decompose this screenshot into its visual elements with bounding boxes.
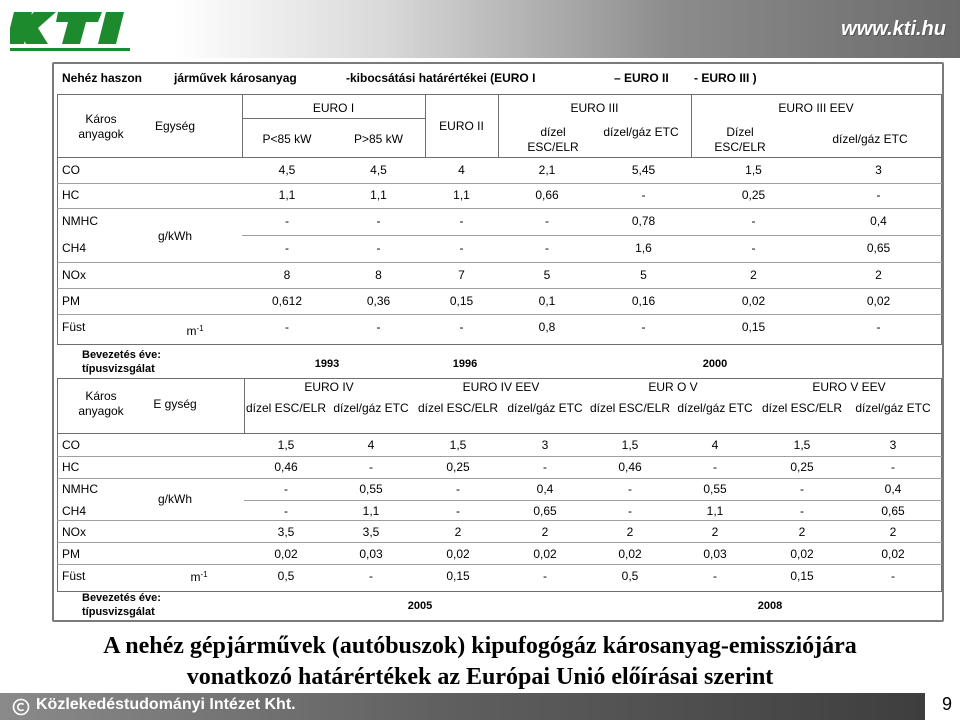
t2-row-name: NOx xyxy=(62,525,86,539)
t2-cell: 0,46 xyxy=(618,460,642,474)
t2-cell: 0,02 xyxy=(790,547,814,561)
t2-cell: 3,5 xyxy=(277,525,295,539)
t1-row-name: PM xyxy=(62,294,80,308)
t2-year-2008: 2008 xyxy=(757,600,783,612)
t1-cell: 5 xyxy=(640,268,647,282)
t2-cell: 0,55 xyxy=(703,482,727,496)
t2-cell: - xyxy=(369,460,373,474)
t2-row-name: Füst xyxy=(62,569,86,583)
t2-cell: - xyxy=(284,482,288,496)
t2-year-2005: 2005 xyxy=(407,600,433,612)
t2-cell: 0,4 xyxy=(884,482,902,496)
t2-cell: - xyxy=(369,569,373,583)
t2-cell: 2 xyxy=(541,525,549,539)
t2-cell: - xyxy=(800,504,804,518)
t2-cell: 2 xyxy=(889,525,897,539)
t2-row-name: PM xyxy=(62,547,80,561)
footer-org: Közlekedéstudományi Intézet Kht. xyxy=(36,696,296,713)
t1-cell: 2,1 xyxy=(538,163,556,177)
t1-cell: - xyxy=(459,320,464,334)
t1-euro3-dieselgas: dízel/gáz ETC xyxy=(603,125,679,139)
table-title-5: - EURO III ) xyxy=(694,71,757,85)
copyright-icon xyxy=(12,698,30,716)
t1-cell: 1,6 xyxy=(635,241,652,255)
page-number: 9 xyxy=(941,694,952,714)
t1-cell: 0,16 xyxy=(631,294,656,308)
t1-cell: 0,612 xyxy=(271,294,303,308)
t2-cell: - xyxy=(543,460,547,474)
t1-euro3eev-header: EURO III EEV xyxy=(778,101,854,115)
t2-cell: 0,5 xyxy=(621,569,639,583)
t2-cell: 0,25 xyxy=(446,460,470,474)
t1-cell: 5,45 xyxy=(631,163,656,177)
t1-cell: 8 xyxy=(283,268,291,282)
t1-cell: 1,1 xyxy=(370,188,387,202)
t2-cell: - xyxy=(891,569,895,583)
t1-cell: 0,15 xyxy=(741,320,766,334)
t1-cell: 3 xyxy=(875,163,882,177)
t1-row-name: CH4 xyxy=(62,241,87,255)
kti-logo xyxy=(10,4,136,52)
t2-row-name: CO xyxy=(62,438,80,452)
t2-cell: 4 xyxy=(367,438,375,452)
t2-cell: 0,65 xyxy=(881,504,905,518)
t1-cell: - xyxy=(285,214,289,228)
t1-cell: 0,36 xyxy=(366,294,391,308)
t2-cell: 0,02 xyxy=(274,547,298,561)
t2-cell: - xyxy=(628,504,632,518)
t2-bevezetes-label: Bevezetés éve: típusvizsgálat xyxy=(82,592,161,618)
t1-bevezetes-label: Bevezetés éve: típusvizsgálat xyxy=(82,349,161,375)
t2-euro4eev-header: EURO IV EEV xyxy=(462,380,540,394)
t1-cell: 0,25 xyxy=(741,188,766,202)
t1-euro3-header: EURO III xyxy=(570,101,619,115)
t1-cell: 1,1 xyxy=(278,188,296,202)
t2-cell: - xyxy=(456,482,460,496)
table-title-1: Nehéz haszon xyxy=(62,71,143,85)
t1-cell: 2 xyxy=(750,268,757,282)
t1-egyseg-header: Egység xyxy=(154,119,196,133)
t1-euro2-header: EURO II xyxy=(439,119,484,133)
t2-cell: 3 xyxy=(541,438,549,452)
t1-cell: 0,8 xyxy=(538,320,556,334)
t1-cell: - xyxy=(751,214,756,228)
t2-cell: 3 xyxy=(889,438,897,452)
t1-cell: 5 xyxy=(543,268,551,282)
t1-cell: 8 xyxy=(375,268,382,282)
t1-p-gt85: P>85 kW xyxy=(353,132,404,146)
t1-cell: 4 xyxy=(458,163,465,177)
t1-cell: - xyxy=(876,188,881,202)
t2-cell: 0,02 xyxy=(881,547,905,561)
t2-cell: - xyxy=(891,460,895,474)
t1-cell: 7 xyxy=(458,268,465,282)
t1-cell: 0,65 xyxy=(866,241,891,255)
t1-cell: - xyxy=(545,241,549,255)
t1-cell: 1,1 xyxy=(453,188,470,202)
t2-cell: 1,1 xyxy=(706,504,724,518)
t1-p-lt85: P<85 kW xyxy=(262,132,312,146)
t1-euro1-header: EURO I xyxy=(312,101,355,115)
t1-cell: - xyxy=(376,320,381,334)
t1-cell: - xyxy=(376,241,381,255)
t1-cell: 0,1 xyxy=(538,294,556,308)
header-bar xyxy=(0,0,960,58)
t1-euro3eev-dieselgas: dízel/gáz ETC xyxy=(832,132,908,146)
t1-year-1996: 1996 xyxy=(452,358,478,370)
t2-cell: 0,03 xyxy=(359,547,383,561)
t1-unit-fust: $m^{-1}$ xyxy=(186,324,204,338)
t1-cell: - xyxy=(545,214,549,228)
t1-row-name: Füst xyxy=(62,320,86,334)
t2-cell: 0,03 xyxy=(703,547,727,561)
t1-cell: 0,66 xyxy=(535,188,559,202)
t2-cell: 0,25 xyxy=(790,460,814,474)
t1-cell: 1,5 xyxy=(745,163,762,177)
t1-euro3-diesel: dízel ESC/ELR xyxy=(527,125,579,154)
t2-sub-diesel: dízel ESC/ELR xyxy=(589,401,671,415)
t2-cell: 2 xyxy=(454,525,462,539)
t2-cell: 2 xyxy=(711,525,719,539)
t2-cell: 0,46 xyxy=(274,460,298,474)
t1-cell: 0,4 xyxy=(870,214,887,228)
t1-cell: - xyxy=(641,320,646,334)
t2-cell: 2 xyxy=(626,525,634,539)
table-title-4: – EURO II xyxy=(614,71,669,85)
t2-cell: - xyxy=(800,482,804,496)
t2-cell: 0,02 xyxy=(446,547,470,561)
t2-cell: - xyxy=(284,504,288,518)
t2-unit: g/kWh xyxy=(157,492,192,506)
t2-cell: 0,15 xyxy=(446,569,470,583)
t2-cell: 0,5 xyxy=(277,569,295,583)
t2-cell: 1,5 xyxy=(277,438,295,452)
t2-sub-dieselgas: dízel/gáz ETC xyxy=(677,401,753,415)
t2-row-name: NMHC xyxy=(62,482,98,496)
t2-cell: 0,02 xyxy=(618,547,642,561)
t1-cell: - xyxy=(459,214,464,228)
table-title-3: -kibocsátási határértékei (EURO I xyxy=(346,71,536,85)
t1-cell: - xyxy=(376,214,381,228)
t2-cell: 2 xyxy=(798,525,806,539)
t2-cell: - xyxy=(456,504,460,518)
t2-egyseg-header: E gység xyxy=(153,397,197,411)
caption-line-1: A nehéz gépjárművek (autóbuszok) kipufogógáz károsanyag-emissziójára xyxy=(103,633,857,659)
t2-cell: 3,5 xyxy=(362,525,380,539)
t1-cell: 4,5 xyxy=(278,163,296,177)
t2-cell: - xyxy=(543,569,547,583)
footer-bar xyxy=(0,693,925,720)
t2-cell: 0,4 xyxy=(536,482,554,496)
t2-cell: 1,1 xyxy=(362,504,380,518)
t1-euro3eev-diesel: Dízel ESC/ELR xyxy=(714,125,766,154)
t1-cell: - xyxy=(876,320,881,334)
t1-row-name: NOx xyxy=(62,268,86,282)
t1-karos-header: Káros anyagok xyxy=(78,112,124,141)
t2-sub-diesel: dízel ESC/ELR xyxy=(761,401,843,415)
t2-row-name: HC xyxy=(62,460,80,474)
t1-cell: 4,5 xyxy=(370,163,387,177)
t2-sub-dieselgas: dízel/gáz ETC xyxy=(507,401,583,415)
t1-cell: - xyxy=(641,188,646,202)
t2-cell: 4 xyxy=(711,438,719,452)
t2-unit-fust: $m^{-1}$ xyxy=(190,570,208,584)
t2-sub-dieselgas: dízel/gáz ETC xyxy=(333,401,409,415)
t2-cell: 1,5 xyxy=(793,438,811,452)
t2-cell: 1,5 xyxy=(621,438,639,452)
t2-cell: 0,15 xyxy=(790,569,814,583)
t2-sub-dieselgas: dízel/gáz ETC xyxy=(855,401,931,415)
t1-cell: 0,15 xyxy=(449,294,474,308)
t2-cell: - xyxy=(713,460,717,474)
t2-cell: - xyxy=(628,482,632,496)
t2-euro5eev-header: EURO V EEV xyxy=(812,380,886,394)
t1-year-2000: 2000 xyxy=(702,358,728,370)
t1-row-name: HC xyxy=(62,188,80,202)
t1-cell: 0,78 xyxy=(631,214,656,228)
t2-euro5-header: EUR O V xyxy=(648,380,698,394)
t2-cell: 0,55 xyxy=(359,482,383,496)
t2-karos-header: Káros anyagok xyxy=(78,389,124,418)
t1-cell: - xyxy=(285,320,289,334)
t1-row-name: CO xyxy=(62,163,80,177)
t2-row-name: CH4 xyxy=(62,504,87,518)
t1-row-name: NMHC xyxy=(62,214,98,228)
t1-unit: g/kWh xyxy=(157,229,192,243)
caption-line-2: vonatkozó határértékek az Európai Unió előírásai szerint xyxy=(186,664,774,690)
t2-cell: 1,5 xyxy=(449,438,467,452)
t1-cell: - xyxy=(285,241,289,255)
t1-cell: - xyxy=(459,241,464,255)
t1-cell: 0,02 xyxy=(741,294,766,308)
table-title-2: járművek károsanyag xyxy=(174,71,297,85)
t1-cell: 0,02 xyxy=(866,294,891,308)
site-url[interactable]: www.kti.hu xyxy=(841,18,946,40)
t1-cell: 2 xyxy=(875,268,882,282)
t1-cell: - xyxy=(751,241,756,255)
t2-sub-diesel: dízel ESC/ELR xyxy=(245,401,327,415)
t2-sub-diesel: dízel ESC/ELR xyxy=(417,401,499,415)
t1-year-1993: 1993 xyxy=(314,358,340,370)
t2-euro4-header: EURO IV xyxy=(304,380,354,394)
t2-cell: 0,65 xyxy=(533,504,557,518)
t2-cell: - xyxy=(713,569,717,583)
t2-cell: 0,02 xyxy=(533,547,557,561)
